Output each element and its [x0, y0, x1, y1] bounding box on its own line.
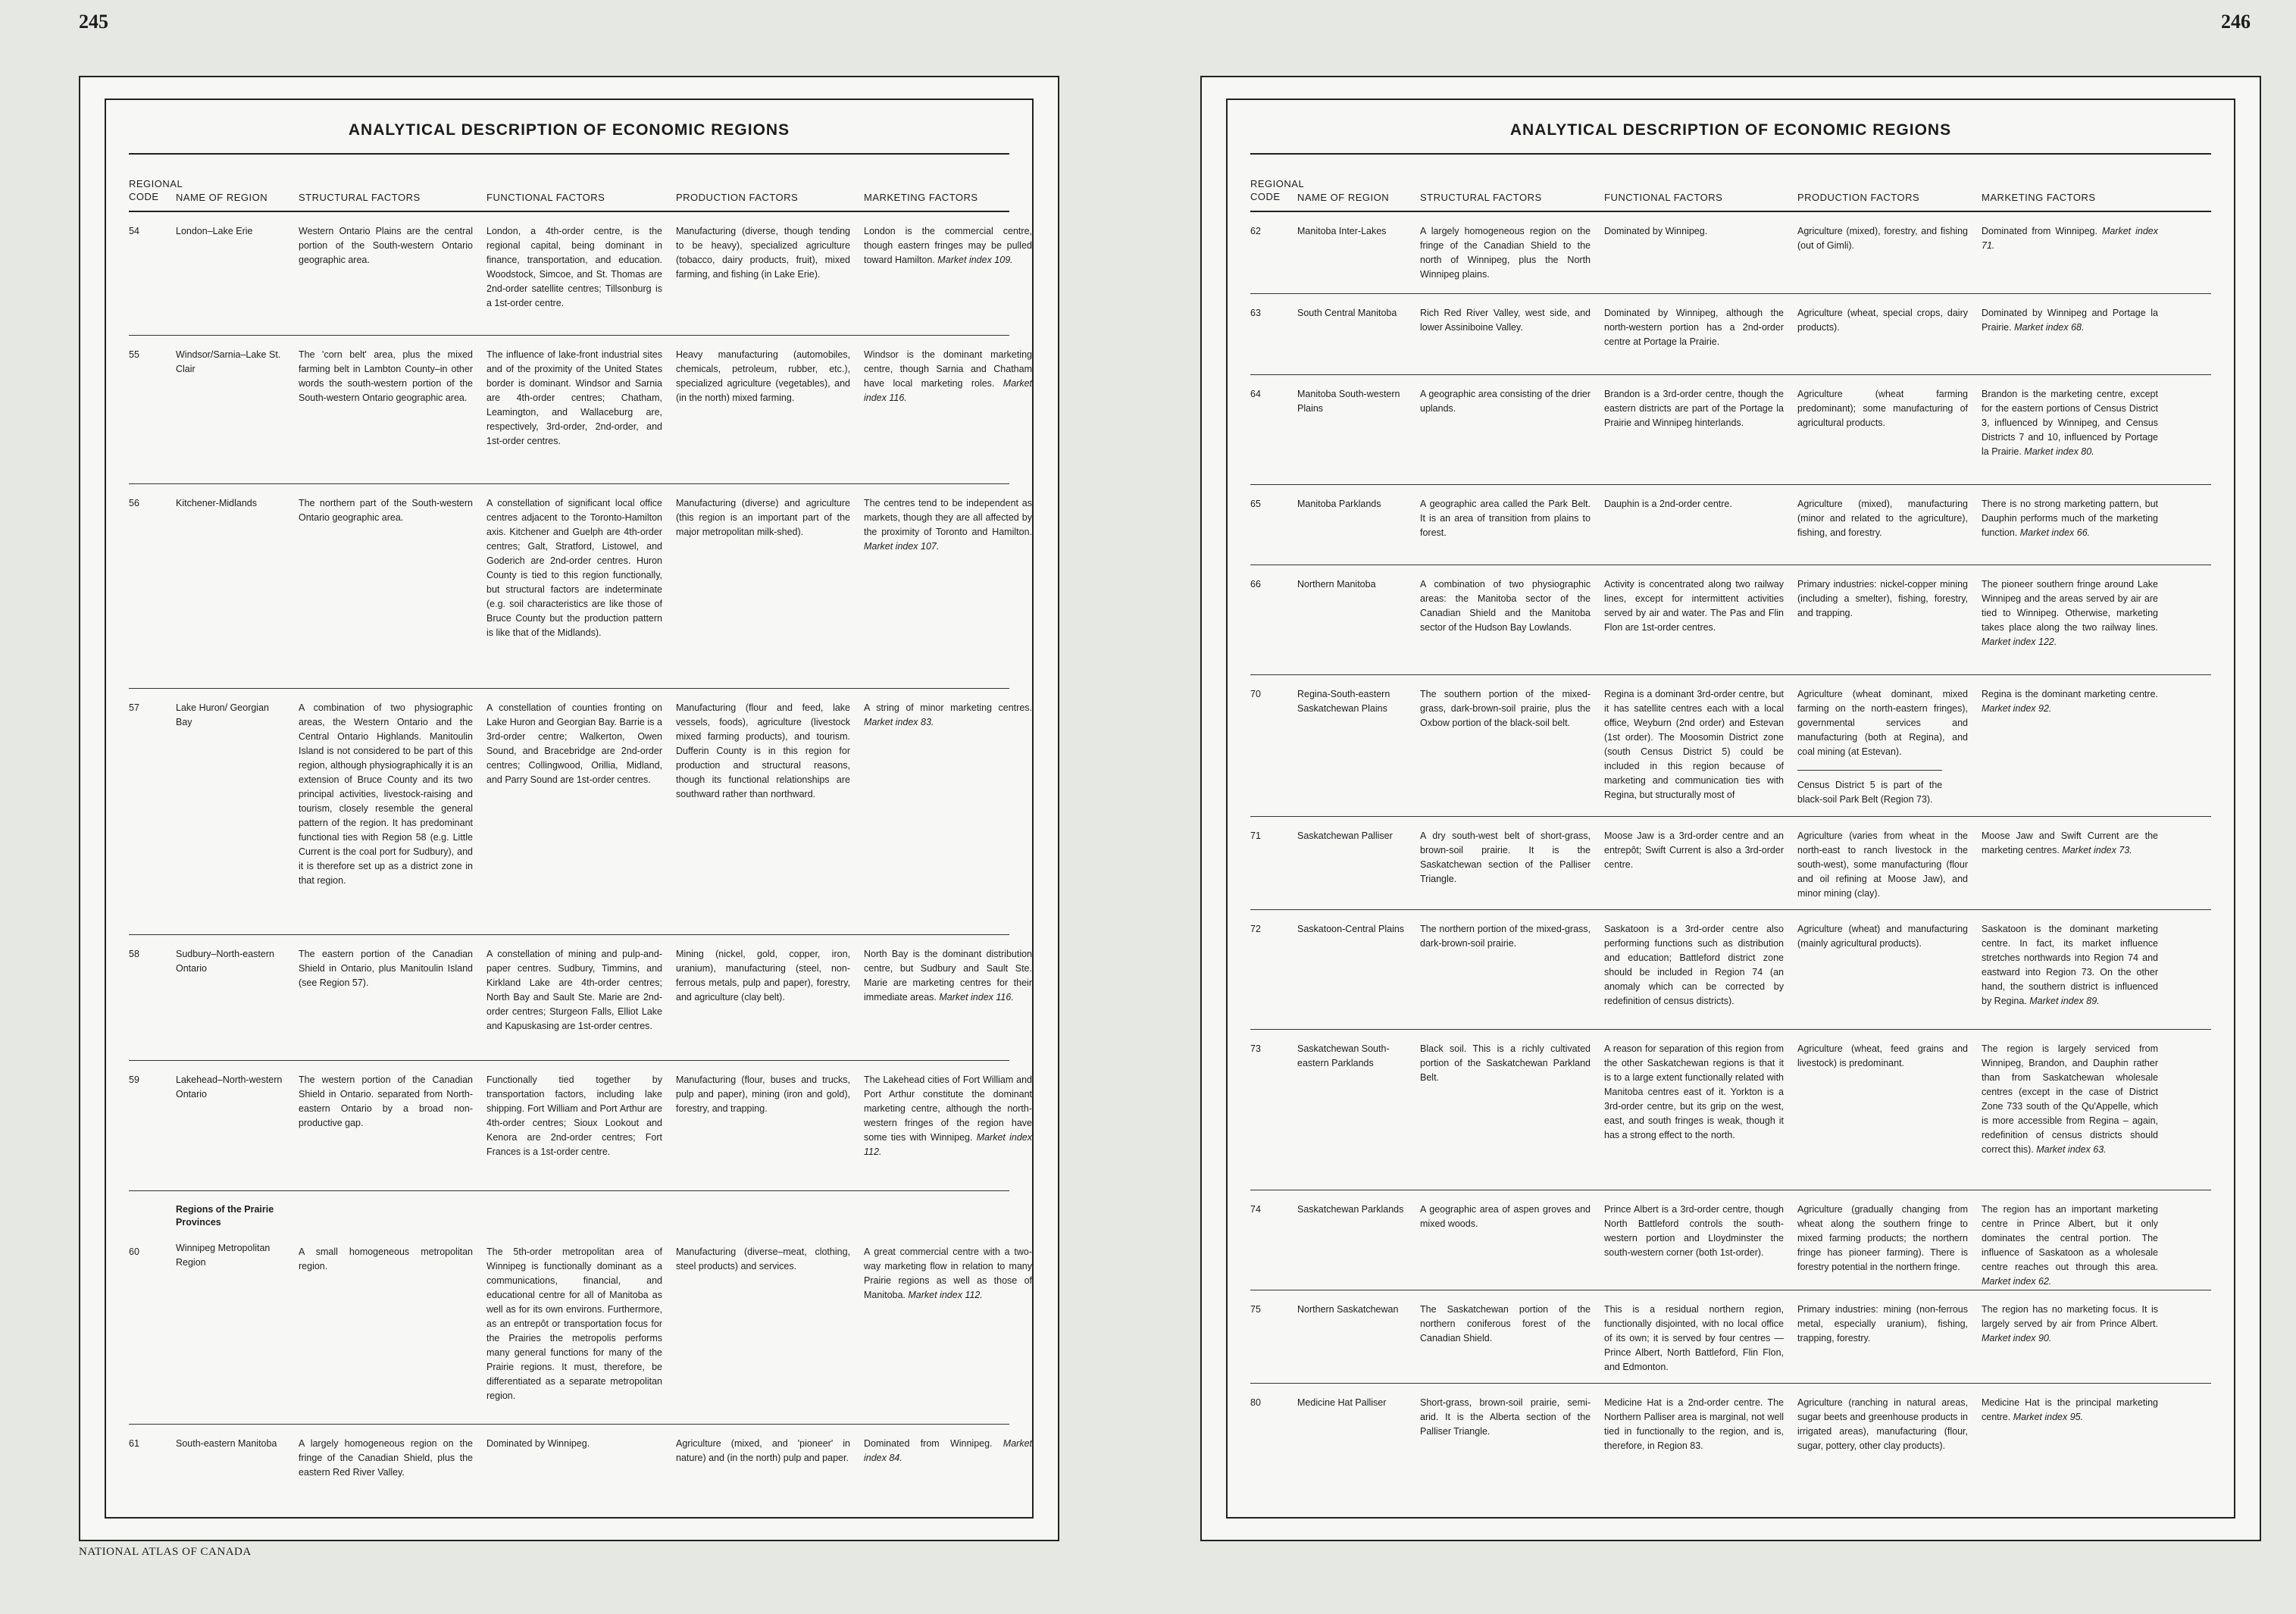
- region-code: 57: [129, 702, 139, 713]
- region-code-value: 60: [129, 1246, 139, 1257]
- production-factors: Manufacturing (flour and feed, lake vessels, foods), agriculture (livestock mixed farming products), and tourism. Dufferin County is in this region for production and structural reasons, though its functional relationships are southward rather than northward.: [676, 702, 850, 799]
- functional-factors: Functionally tied together by transportation factors, including lake shipping. Fort William and Port Arthur are 4th-order centres; Sioux Lookout and Kenora are 2nd-order centres; Fort Frances is a 1st-order centre.: [486, 1074, 662, 1157]
- functional-factors: A constellation of mining and pulp-and-paper centres. Sudbury, Timmins, and Kirkland Lake are 4th-order centres; North Bay and Sault Ste. Marie are 2nd-order centres; Sturgeon Falls, Elliot Lake and Kapuskasing are 1st-order centres.: [486, 949, 662, 1031]
- market-index: Market index 116.: [864, 378, 1032, 403]
- market-index: Market index 90.: [1982, 1333, 2052, 1343]
- functional-factors: Dominated by Winnipeg.: [486, 1438, 590, 1449]
- production-factors: Agriculture (wheat) and manufacturing (mainly agricultural products).: [1797, 924, 1968, 949]
- marketing-factors: [1982, 1042, 2172, 1190]
- production-factors: Manufacturing (flour, buses and trucks, pulp and paper), mining (iron and gold), forestry, and trapping.: [676, 1074, 850, 1114]
- marketing-header: MARKETING FACTORS: [864, 192, 978, 203]
- production-factors: Agriculture (wheat, feed grains and livestock) is predominant.: [1797, 1043, 1968, 1068]
- structural-factors: Short-grass, brown-soil prairie, semi-arid. It is the Alberta section of the Palliser Triangle.: [1420, 1397, 1591, 1437]
- marketing-factors: [864, 496, 1046, 688]
- market-index: Market index 112.: [908, 1290, 983, 1300]
- region-code: 55: [129, 349, 139, 360]
- marketing-factors: [1982, 1396, 2172, 1475]
- section-heading: Regions of the Prairie Provinces: [176, 1204, 274, 1228]
- functional-factors: Brandon is a 3rd-order centre, though the eastern districts are part of the Portage la Prairie and Winnipeg hinterlands.: [1604, 389, 1784, 428]
- right-column-headers: [1250, 168, 2211, 212]
- structural-factors: A largely homogeneous region on the fringe of the Canadian Shield, plus the eastern Red River Valley.: [299, 1438, 473, 1478]
- structural-factors: A geographic area consisting of the drier uplands.: [1420, 389, 1591, 414]
- marketing-factors: [1982, 224, 2172, 293]
- table-row: [129, 1191, 1032, 1425]
- code-label: CODE: [129, 191, 159, 202]
- functional-factors: Saskatoon is a 3rd-order centre also performing functions such as distribution and education; Battleford district zone should be included in Region 74 (an anomaly which can be corrected by redefinition of census districts).: [1604, 924, 1784, 1006]
- region-name: Manitoba Parklands: [1297, 499, 1381, 509]
- marketing-text: The region has no marketing focus. It is largely served by air from Prince Albert.: [1982, 1304, 2158, 1329]
- region-name: Sudbury–North-eastern Ontario: [176, 949, 274, 974]
- structural-factors: A combination of two physiographic areas: the Manitoba sector of the Canadian Shield and the Manitoba sector of the Hudson Bay Lowlands.: [1420, 579, 1591, 633]
- production-factors: Agriculture (mixed), forestry, and fishing (out of Gimli).: [1797, 226, 1968, 251]
- production-factors: Manufacturing (diverse, though tending to be heavy), specialized agriculture (tobacco, dairy products, fruit), mixed farming, and fishing (in Lake Erie).: [676, 226, 850, 280]
- functional-factors: This is a residual northern region, functionally disjointed, with no local office of its own; it is served by four centres — Prince Albert, North Battleford, Flin Flon, and Edmonton.: [1604, 1304, 1784, 1372]
- right-page-title: ANALYTICAL DESCRIPTION OF ECONOMIC REGIONS: [1250, 121, 2211, 155]
- structural-header: STRUCTURAL FACTORS: [299, 192, 421, 203]
- production-factors: Agriculture (wheat farming predominant); some manufacturing of agricultural products.: [1797, 389, 1968, 428]
- structural-factors: A largely homogeneous region on the fringe of the Canadian Shield to the north of Winnipeg, plus the North Winnipeg plains.: [1420, 226, 1591, 280]
- region-name: Lake Huron/ Georgian Bay: [176, 702, 269, 727]
- functional-factors: Dauphin is a 2nd-order centre.: [1604, 499, 1732, 509]
- structural-factors: Western Ontario Plains are the central portion of the South-western Ontario geographic area.: [299, 226, 473, 265]
- region-name: Windsor/Sarnia–Lake St. Clair: [176, 349, 281, 374]
- market-index: Market index 109.: [937, 255, 1013, 265]
- functional-factors: London, a 4th-order centre, is the regional capital, being dominant in finance, transportation, and education. Woodstock, Simcoe, and St. Thomas are 2nd-order satellite centres; Tillsonburg is a 1st-order centre.: [486, 226, 662, 308]
- functional-factors: Activity is concentrated along two railway lines, except for intermittent activities served by air and water. The Pas and Flin Flon are 1st-order centres.: [1604, 579, 1784, 633]
- marketing-factors: [864, 947, 1046, 1060]
- region-name: Lakehead–North-western Ontario: [176, 1074, 283, 1099]
- marketing-factors: [1982, 1303, 2172, 1383]
- table-row: [1250, 375, 2211, 485]
- table-row: [129, 336, 1032, 484]
- functional-factors: Medicine Hat is a 2nd-order centre. The Northern Palliser area is marginal, not well tied in functionally to the region, and is, therefore, in Region 83.: [1604, 1397, 1784, 1451]
- production-factors: [676, 1203, 864, 1424]
- marketing-text: Brandon is the marketing centre, except for the eastern portions of Census District 3, influenced by Winnipeg, and Census Districts 7 and 10, influenced by Portage la Prairie.: [1982, 389, 2158, 457]
- structural-factors: Rich Red River Valley, west side, and lower Assiniboine Valley.: [1420, 308, 1591, 333]
- code-label: CODE: [1250, 191, 1281, 202]
- production-factors: Agriculture (ranching in natural areas, sugar beets and greenhouse products in irrigated areas), manufacturing (flour, sugar, pottery, other clay products).: [1797, 1397, 1968, 1451]
- market-index: Market index 80.: [2024, 446, 2094, 457]
- table-row: [1250, 1384, 2211, 1475]
- region-name-value: Winnipeg Metropolitan Region: [176, 1243, 271, 1268]
- production-note: Census District 5 is part of the black-soil Park Belt (Region 73).: [1797, 770, 1942, 807]
- table-row: [129, 484, 1032, 689]
- code-header: [1250, 177, 1305, 203]
- structural-factors: The northern portion of the mixed-grass, dark-brown-soil prairie.: [1420, 924, 1591, 949]
- production-factors: Agriculture (mixed, and 'pioneer' in nature) and (in the north) pulp and paper.: [676, 1438, 850, 1463]
- production-factors: Agriculture (varies from wheat in the north-east to ranch livestock in the south-west), some manufacturing (flour and oil refining at Moose Jaw), and minor mining (clay).: [1797, 830, 1968, 899]
- region-code: 62: [1250, 226, 1261, 236]
- market-index: Market index 66.: [2019, 527, 2091, 538]
- region-code: [129, 1203, 176, 1424]
- table-row: [1250, 485, 2211, 565]
- production-factors: Manufacturing (diverse) and agriculture (this region is an important part of the major metropolitan milk-shed).: [676, 498, 850, 537]
- region-code: 61: [129, 1438, 139, 1449]
- region-name: Manitoba Inter-Lakes: [1297, 226, 1387, 236]
- marketing-factors: [864, 1073, 1046, 1190]
- region-code: 63: [1250, 308, 1261, 318]
- functional-factors: Moose Jaw is a 3rd-order centre and an entrepôt; Swift Current is also a 3rd-order centre.: [1604, 830, 1784, 870]
- marketing-header: MARKETING FACTORS: [1982, 192, 2096, 203]
- atlas-credit: NATIONAL ATLAS OF CANADA: [79, 1546, 252, 1558]
- table-row: [129, 1061, 1032, 1191]
- market-index: Market index 71.: [1982, 226, 2158, 251]
- region-code: 70: [1250, 689, 1261, 699]
- left-page-number: 245: [79, 11, 108, 33]
- market-index: Market index 84.: [864, 1438, 1032, 1463]
- functional-header: FUNCTIONAL FACTORS: [1604, 192, 1723, 203]
- marketing-text: Dominated from Winnipeg.: [864, 1438, 993, 1449]
- functional-text: The 5th-order metropolitan area of Winnipeg is functionally dominant as a communications, financial, and educational centre for all of Manitoba as well as for its own environs. Furthermore, as an entrepôt or transportation focus for the Prairies the metropolis performs many general functions for many of the Prairie regions. It must, therefore, be differentiated as a separate metropolitan region.: [486, 1246, 662, 1401]
- marketing-text: The region is largely serviced from Winnipeg, Brandon, and Dauphin rather than from Saskatchewan wholesale centres (except in the case of District Zone 733 south of the Qu'Appelle, which is more accessible from Regina – again, redefinition of census districts should correct this).: [1982, 1043, 2158, 1155]
- name-header: NAME OF REGION: [1297, 192, 1390, 203]
- market-index: Market index 62.: [1982, 1276, 2052, 1287]
- marketing-text: The pioneer southern fringe around Lake Winnipeg and the areas served by air are tied to Winnipeg. Otherwise, marketing takes place along the two railway lines.: [1982, 579, 2158, 633]
- market-index: Market index 107.: [864, 541, 940, 552]
- left-page-panel: [79, 76, 1059, 1541]
- marketing-factors: [1982, 306, 2172, 374]
- regional-label: REGIONAL: [129, 178, 183, 189]
- functional-factors: The influence of lake-front industrial sites and of the proximity of the United States border is dominant. Windsor and Sarnia are 4th-order centres; Chatham, Leamington, and Wallaceburg are, respectively, 3rd-order, 2nd-order, and 1st-order centres.: [486, 349, 662, 446]
- structural-factors: A geographic area of aspen groves and mixed woods.: [1420, 1204, 1591, 1229]
- marketing-text: The centres tend to be independent as markets, though they are all affected by the proximity of Toronto and Hamilton.: [864, 498, 1032, 537]
- left-column-headers: [129, 168, 1009, 212]
- region-code: 71: [1250, 830, 1261, 841]
- marketing-text: The region has an important marketing centre in Prince Albert, but it only dominates the central portion. The influence of Saskatoon as a wholesale centre reaches out through this area.: [1982, 1204, 2158, 1272]
- marketing-text: Dominated by Winnipeg and Portage la Prairie.: [1982, 308, 2158, 333]
- table-row: [1250, 1190, 2211, 1290]
- region-code: 72: [1250, 924, 1261, 934]
- marketing-factors: [1982, 829, 2172, 909]
- table-row: [129, 689, 1032, 935]
- functional-header: FUNCTIONAL FACTORS: [486, 192, 605, 203]
- region-name: Northern Saskatchewan: [1297, 1304, 1399, 1315]
- market-index: Market index 112.: [864, 1132, 1032, 1157]
- production-factors: Primary industries: nickel-copper mining (including a smelter), fishing, forestry, and trapping.: [1797, 579, 1968, 618]
- functional-factors: Prince Albert is a 3rd-order centre, though North Battleford controls the south-western portion and Lloydminster the south-western corner (both 1st-order).: [1604, 1204, 1784, 1258]
- market-index: Market index 83.: [864, 717, 934, 727]
- region-code: 75: [1250, 1304, 1261, 1315]
- functional-factors: A constellation of counties fronting on Lake Huron and Georgian Bay. Barrie is a 3rd-order centre; Walkerton, Owen Sound, and Bracebridge are 2nd-order centres; Collingwood, Orillia, Midland, and Parry Sound are 1st-order centres.: [486, 702, 662, 785]
- production-factors: Agriculture (wheat, special crops, dairy products).: [1797, 308, 1968, 333]
- region-code: 56: [129, 498, 139, 508]
- production-text: Agriculture (wheat dominant, mixed farming on the north-eastern fringes), governmental services and manufacturing (both at Regina), and coal mining (at Estevan).: [1797, 689, 1968, 757]
- production-factors: Primary industries: mining (non-ferrous metal, especially uranium), fishing, trapping, forestry.: [1797, 1304, 1968, 1343]
- marketing-factors: [1982, 1203, 2172, 1290]
- table-row: [1250, 1030, 2211, 1190]
- marketing-factors: [864, 1437, 1046, 1508]
- table-row: [1250, 212, 2211, 294]
- region-name: Saskatchewan Parklands: [1297, 1204, 1404, 1215]
- region-code: 80: [1250, 1397, 1261, 1408]
- marketing-factors: [1982, 577, 2172, 674]
- functional-factors: Regina is a dominant 3rd-order centre, but it has satellite centres each with a local office, Weyburn (2nd order) and Estevan (1st order). The Moosomin District zone (south Census District 5) could be included in this region because of marketing and communication ties with Regina, but structurally most of: [1604, 689, 1784, 800]
- table-row: [1250, 565, 2211, 675]
- marketing-factors: [864, 224, 1046, 335]
- table-row: [1250, 1290, 2211, 1384]
- region-name: Northern Manitoba: [1297, 579, 1376, 590]
- region-name: London–Lake Erie: [176, 226, 253, 236]
- table-row: [1250, 675, 2211, 817]
- marketing-factors: [1982, 497, 2172, 565]
- structural-factors: Black soil. This is a richly cultivated portion of the Saskatchewan Parkland Belt.: [1420, 1043, 1591, 1083]
- region-name: South-eastern Manitoba: [176, 1438, 277, 1449]
- regional-label: REGIONAL: [1250, 178, 1305, 189]
- right-page-number: 246: [2221, 11, 2251, 33]
- market-index: Market index 89.: [2029, 996, 2100, 1006]
- left-page-title: ANALYTICAL DESCRIPTION OF ECONOMIC REGIONS: [129, 121, 1009, 155]
- market-index: Market index 116.: [939, 992, 1014, 1002]
- region-name: [176, 1203, 299, 1424]
- functional-factors: [486, 1203, 676, 1424]
- structural-factors: A combination of two physiographic areas, the Western Ontario and the Central Ontario Highlands. Manitoulin Island is not considered to be part of this region, although physiographically it is an extension of Bruce County and its two principal activities, livestock-raising and tourism, closely resemble the general pattern of the region. It has predominant functional ties with Region 58 (e.g. Little Current is the coal port for Sudbury), and it is therefore set up as a district zone in that region.: [299, 702, 473, 886]
- marketing-text: A string of minor marketing centres.: [864, 702, 1032, 713]
- structural-factors: The 'corn belt' area, plus the mixed farming belt in Lambton County–in other words the south-western portion of the South-western Ontario geographic area.: [299, 349, 473, 403]
- region-name: Regina-South-eastern Saskatchewan Plains: [1297, 689, 1390, 714]
- functional-factors: A constellation of significant local office centres adjacent to the Toronto-Hamilton axis. Kitchener and Guelph are 4th-order centres; Galt, Stratford, Listowel, and Goderich are 2nd-order centres. Huron County is tied to this region functionally, but structural factors are indeterminate (e.g. soil characteristics are like those of Bruce County but the production pattern is like that of the Midlands).: [486, 498, 662, 638]
- marketing-text: Windsor is the dominant marketing centre, though Sarnia and Chatham have local marketing roles.: [864, 349, 1032, 389]
- production-factors: Heavy manufacturing (automobiles, chemicals, petroleum, rubber, etc.), specialized agriculture (vegetables), and (in the north) mixed farming.: [676, 349, 850, 403]
- structural-factors: The southern portion of the mixed-grass, dark-brown-soil prairie, plus the Oxbow portion of the black-soil belt.: [1420, 689, 1591, 728]
- table-row: [1250, 817, 2211, 910]
- region-name: Saskatchewan Palliser: [1297, 830, 1393, 841]
- table-row: [129, 935, 1032, 1061]
- table-row: [129, 212, 1032, 336]
- name-header: NAME OF REGION: [176, 192, 268, 203]
- marketing-factors: [1982, 687, 2172, 816]
- production-header: PRODUCTION FACTORS: [676, 192, 799, 203]
- structural-text: A small homogeneous metropolitan region.: [299, 1246, 473, 1271]
- marketing-text: Regina is the dominant marketing centre.: [1982, 689, 2158, 699]
- right-page-frame: [1226, 99, 2235, 1519]
- region-code: 66: [1250, 579, 1261, 590]
- market-index: Market index 63.: [2036, 1144, 2107, 1155]
- region-name: South Central Manitoba: [1297, 308, 1397, 318]
- structural-factors: A geographic area called the Park Belt. It is an area of transition from plains to forest.: [1420, 499, 1591, 538]
- structural-factors: The northern part of the South-western Ontario geographic area.: [299, 498, 473, 523]
- production-header: PRODUCTION FACTORS: [1797, 192, 1920, 203]
- region-name: Kitchener-Midlands: [176, 498, 257, 508]
- structural-header: STRUCTURAL FACTORS: [1420, 192, 1542, 203]
- market-index: Market index 95.: [2013, 1412, 2084, 1422]
- market-index: Market index 122.: [1982, 637, 2057, 647]
- structural-factors: The eastern portion of the Canadian Shield in Ontario, plus Manitoulin Island (see Region 57).: [299, 949, 473, 988]
- functional-factors: Dominated by Winnipeg.: [1604, 226, 1708, 236]
- structural-factors: [299, 1203, 486, 1424]
- functional-factors: A reason for separation of this region from the other Saskatchewan regions is that it is to a large extent functionally related with Manitoba centres east of it. Yorkton is a 3rd-order centre, but its grip on the west, east, and south fringes is weak, though it has a strong effect to the north.: [1604, 1043, 1784, 1140]
- region-code: 65: [1250, 499, 1261, 509]
- region-name: Medicine Hat Palliser: [1297, 1397, 1387, 1408]
- code-header: [129, 177, 183, 203]
- production-factors: Agriculture (mixed), manufacturing (minor and related to the agriculture), fishing, and forestry.: [1797, 499, 1968, 538]
- left-page-frame: [105, 99, 1034, 1519]
- functional-factors: Dominated by Winnipeg, although the north-western portion has a 2nd-order centre at Portage la Prairie.: [1604, 308, 1784, 347]
- marketing-factors: [864, 1203, 1046, 1424]
- marketing-text: The Lakehead cities of Fort William and Port Arthur constitute the dominant marketing centre, although the north-western fringes of the region have some ties with Winnipeg.: [864, 1074, 1032, 1143]
- region-name: Saskatoon-Central Plains: [1297, 924, 1405, 934]
- table-row: [129, 1425, 1032, 1508]
- region-code: 54: [129, 226, 139, 236]
- region-code: 73: [1250, 1043, 1261, 1054]
- table-row: [1250, 294, 2211, 375]
- marketing-text: Saskatoon is the dominant marketing centre. In fact, its market influence stretches northwards into Region 74 and eastward into Region 73. On the other hand, the southern district is influenced by Regina.: [1982, 924, 2158, 1006]
- marketing-text: London is the commercial centre, though eastern fringes may be pulled toward Hamilton.: [864, 226, 1032, 265]
- market-index: Market index 92.: [1982, 703, 2052, 714]
- region-code: 74: [1250, 1204, 1261, 1215]
- production-factors: [1797, 687, 1982, 816]
- marketing-factors: [1982, 387, 2172, 484]
- region-code: 58: [129, 949, 139, 959]
- marketing-factors: [864, 701, 1046, 934]
- region-code: 59: [129, 1074, 139, 1085]
- market-index: Market index 73.: [2062, 845, 2132, 855]
- region-code: 64: [1250, 389, 1261, 399]
- marketing-text: Dominated from Winnipeg.: [1982, 226, 2097, 236]
- marketing-text: There is no strong marketing pattern, but Dauphin performs much of the marketing function.: [1982, 499, 2158, 538]
- region-name: Saskatchewan South-eastern Parklands: [1297, 1043, 1390, 1068]
- marketing-text: Medicine Hat is the principal marketing centre.: [1982, 1397, 2158, 1422]
- right-page-panel: [1200, 76, 2261, 1541]
- marketing-factors: [1982, 922, 2172, 1029]
- structural-factors: The western portion of the Canadian Shield in Ontario. separated from North-eastern Ontario by a broad non-productive gap.: [299, 1074, 473, 1128]
- marketing-text: Moose Jaw and Swift Current are the marketing centres.: [1982, 830, 2158, 855]
- market-index: Market index 68.: [2014, 322, 2085, 333]
- production-text: Manufacturing (diverse–meat, clothing, steel products) and services.: [676, 1246, 850, 1271]
- production-factors: Agriculture (gradually changing from wheat along the southern fringe to mixed farming products; the northern fringe has pioneer farming). There is forestry potential in the northern fringe.: [1797, 1204, 1968, 1272]
- marketing-text: North Bay is the dominant distribution centre, but Sudbury and Sault Ste. Marie are marketing centres for their immediate areas.: [864, 949, 1032, 1002]
- table-row: [1250, 910, 2211, 1030]
- marketing-factors: [864, 348, 1046, 483]
- region-name: Manitoba South-western Plains: [1297, 389, 1400, 414]
- production-factors: Mining (nickel, gold, copper, iron, uranium), manufacturing (steel, non-ferrous metals, pulp and paper), forestry, and agriculture (clay belt).: [676, 949, 850, 1002]
- structural-factors: A dry south-west belt of short-grass, brown-soil prairie. It is the Saskatchewan section of the Palliser Triangle.: [1420, 830, 1591, 884]
- structural-factors: The Saskatchewan portion of the northern coniferous forest of the Canadian Shield.: [1420, 1304, 1591, 1343]
- marketing-text: A great commercial centre with a two-way marketing flow in relation to many Prairie regions as well as those of Manitoba.: [864, 1246, 1032, 1300]
